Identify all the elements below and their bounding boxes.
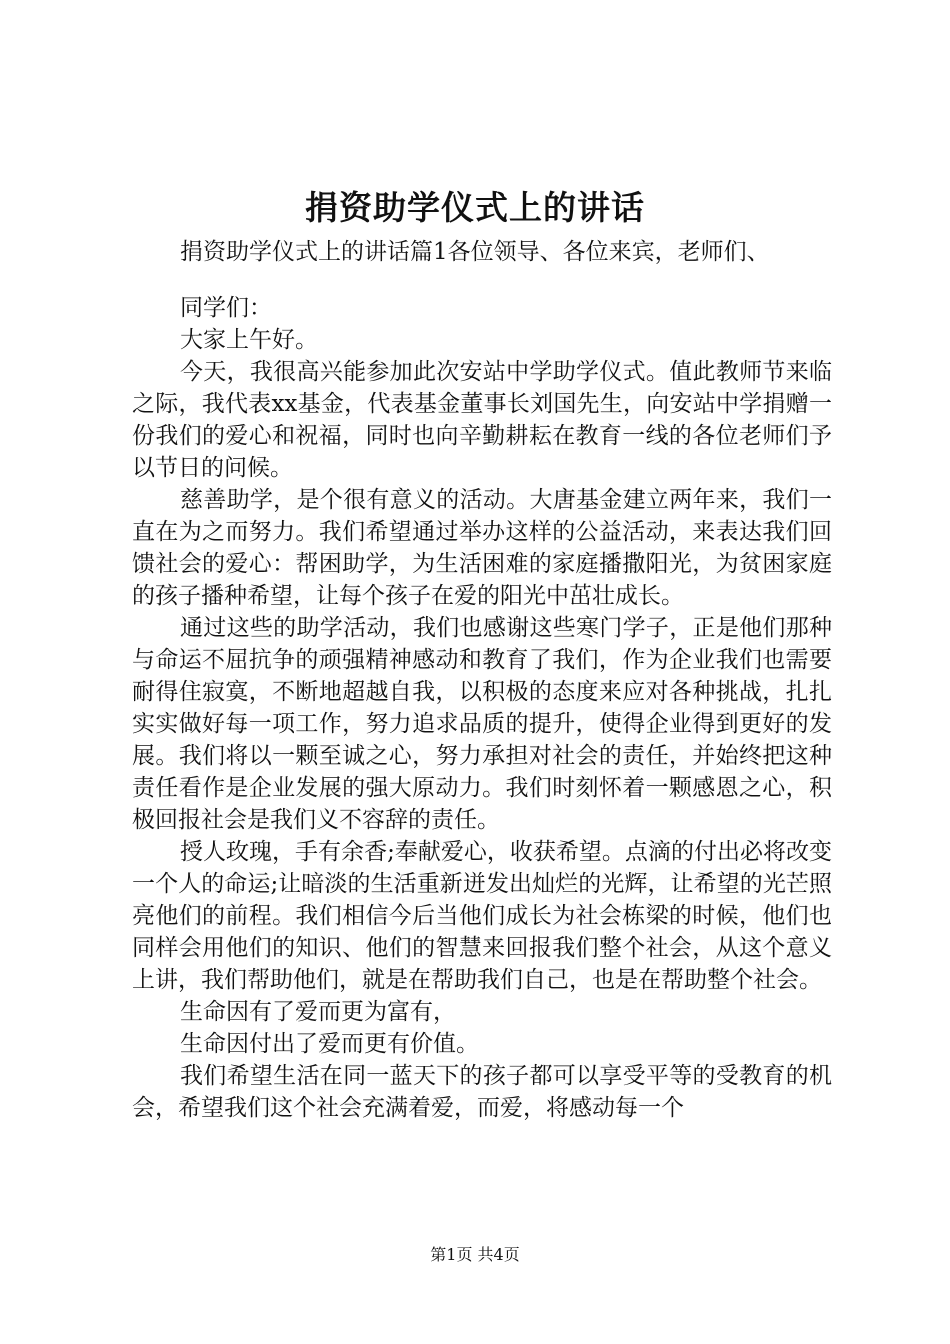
paragraph-greeting: 大家上午好。: [180, 327, 318, 353]
paragraph-body: 今天，我很高兴能参加此次安站中学助学仪式。值此教师节来临之际，我代表xx基金，代表基金董事长刘国先生，向安站中学捐赠一份我们的爱心和祝福，同时也向辛勤耕耘在教育一线的各位老师们予以节日的问候。: [132, 359, 832, 481]
paragraph-body: 通过这些的助学活动，我们也感谢这些寒门学子，正是他们那种与命运不屈抗争的顽强精神感动和教育了我们，作为企业我们也需要耐得住寂寞，不断地超越自我，以积极的态度来应对各种挑战，扎扎实实做好每一项工作，努力追求品质的提升，使得企业得到更好的发展。我们将以一颗至诚之心，努力承担对社会的责任，并始终把这种责任看作是企业发展的强大原动力。我们时刻怀着一颗感恩之心，积极回报社会是我们义不容辞的责任。: [132, 615, 832, 833]
paragraph-body: 慈善助学，是个很有意义的活动。大唐基金建立两年来，我们一直在为之而努力。我们希望通过举办这样的公益活动，来表达我们回馈社会的爱心：帮困助学，为生活困难的家庭播撒阳光，为贫困家庭的孩子播种希望，让每个孩子在爱的阳光中茁壮成长。: [132, 487, 832, 609]
paragraph-body: 授人玫瑰，手有余香;奉献爱心，收获希望。点滴的付出必将改变一个人的命运;让暗淡的生活重新迸发出灿烂的光辉，让希望的光芒照亮他们的前程。我们相信今后当他们成长为社会栋梁的时候，他们也同样会用他们的知识、他们的智慧来回报我们整个社会，从这个意义上讲，我们帮助他们，就是在帮助我们自己，也是在帮助整个社会。: [132, 839, 832, 993]
paragraph-body: 生命因付出了爱而更有价值。: [180, 1031, 479, 1057]
page-footer: 第1页 共4页: [430, 1245, 520, 1264]
paragraph-body: 我们希望生活在同一蓝天下的孩子都可以享受平等的受教育的机会，希望我们这个社会充满着爱，而爱，将感动每一个: [132, 1063, 832, 1121]
paragraph-intro: 捐资助学仪式上的讲话篇1各位领导、各位来宾，老师们、: [180, 239, 770, 265]
paragraph-salutation: 同学们：: [180, 295, 272, 321]
paragraph-body: 生命因有了爱而更为富有，: [180, 999, 456, 1025]
document-title: 捐资助学仪式上的讲话: [305, 188, 645, 227]
document-body: [132, 236, 832, 1124]
